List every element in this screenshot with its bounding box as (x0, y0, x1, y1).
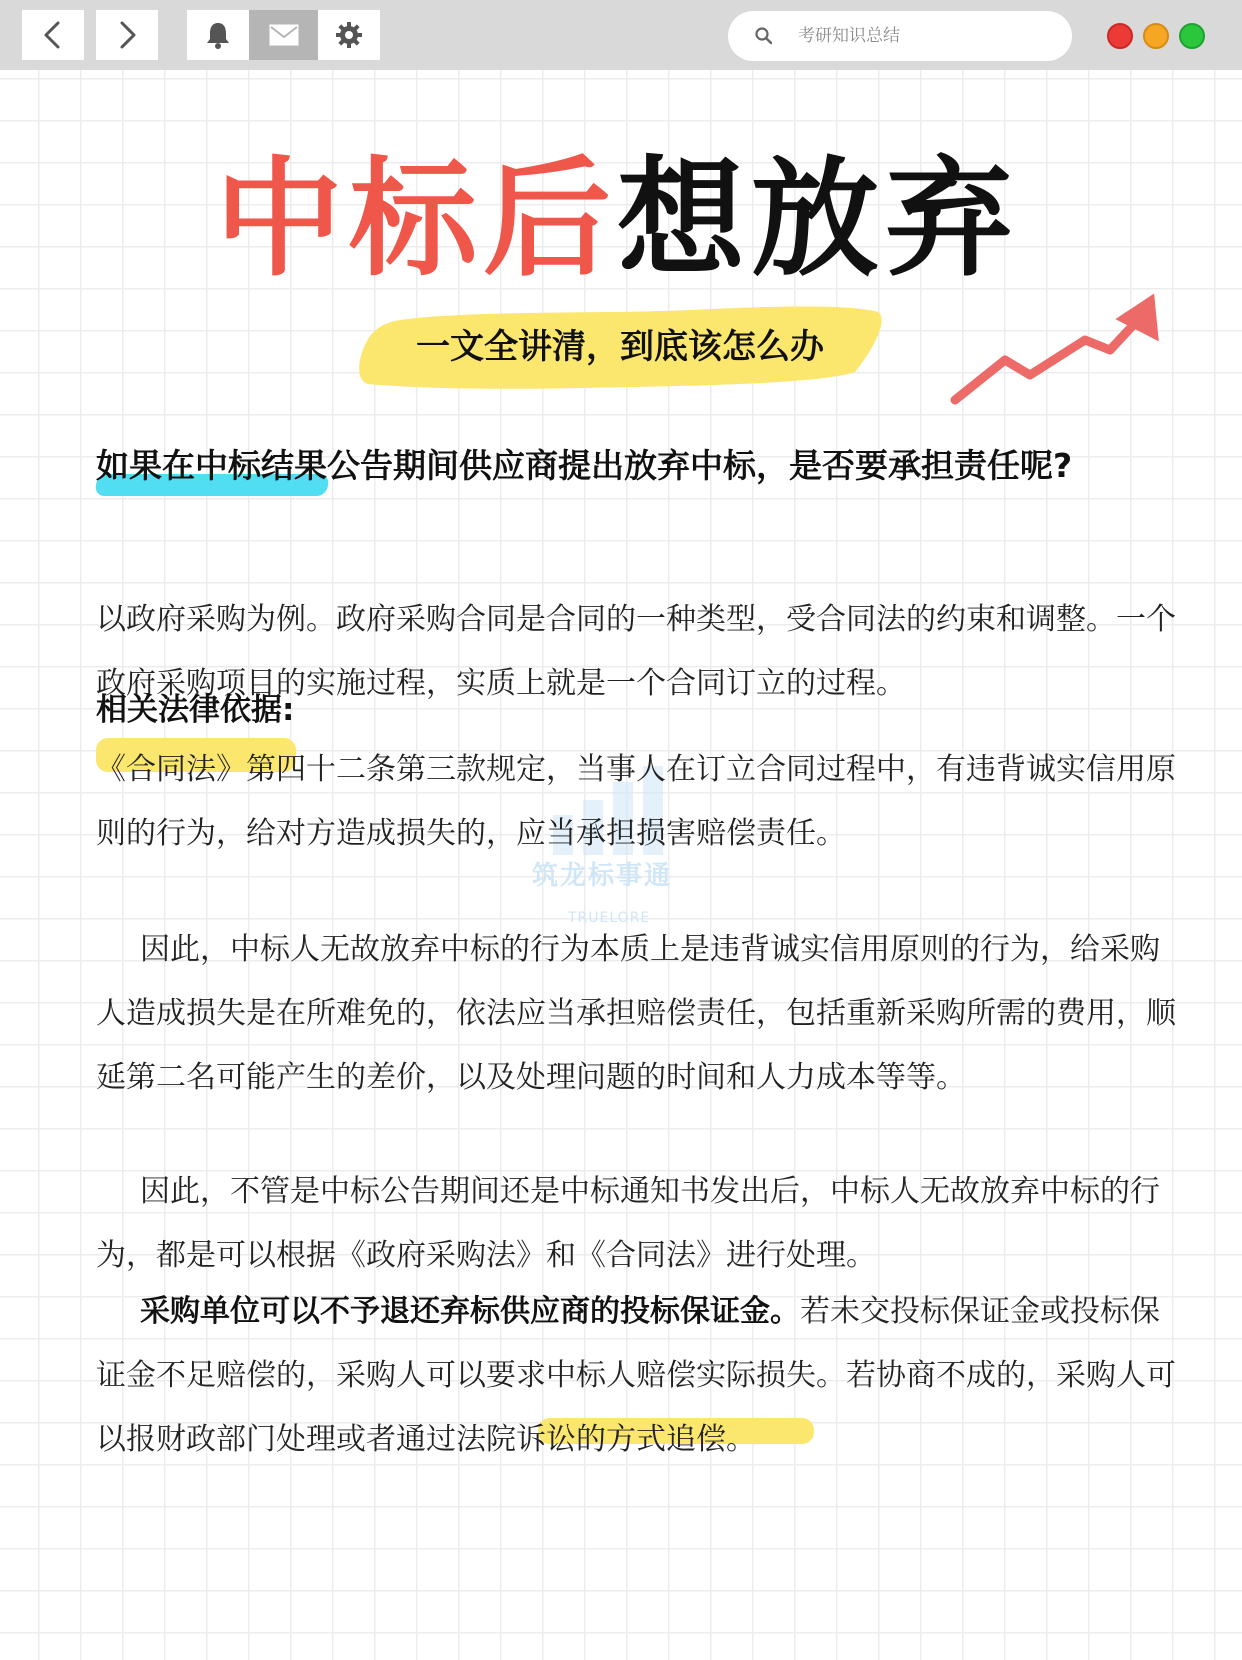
deposit-rest-text: 若未交投标保证金或投标保证金不足赔偿的，采购人可以要求中标人赔偿实际损失。若协商不成的，采购人可以报财政部门处理或者通过法院诉讼的方式追偿。 (96, 1294, 1176, 1457)
legal-basis-text: 《合同法》第四十二条第三款规定，当事人在订立合同过程中，有违背诚实信用原则的行为，给对方造成损失的，应当承担损害赔偿责任。 (96, 752, 1176, 851)
notifications-button[interactable] (187, 10, 249, 60)
window-close-dot[interactable] (1107, 23, 1133, 49)
deposit-bold-text: 采购单位可以不予退还弃标供应商的投标保证金。 (140, 1294, 800, 1329)
title-black-part: 想放弃 (617, 145, 1020, 294)
paragraph-consequences: 因此，中标人无故放弃中标的行为本质上是违背诚实信用原则的行为，给采购人造成损失是在所难免的，依法应当承担赔偿责任，包括重新采购所需的费用，顺延第二名可能产生的差价，以及处理问题的时间和人力成本等等。 (96, 932, 1176, 1095)
chevron-right-icon (115, 20, 139, 50)
settings-button[interactable] (318, 10, 380, 60)
search-bar[interactable] (728, 11, 1072, 61)
window-maximize-dot[interactable] (1179, 23, 1205, 49)
page-subtitle: 一文全讲清，到底该怎么办 (416, 327, 824, 367)
watermark-text-en: TRUELORE (568, 910, 651, 926)
gear-icon (335, 21, 363, 49)
bell-icon (205, 21, 231, 49)
forward-button[interactable] (96, 10, 158, 60)
back-button[interactable] (22, 10, 84, 60)
window-minimize-dot[interactable] (1143, 23, 1169, 49)
question-heading: 如果在中标结果公告期间供应商提出放弃中标，是否要承担责任呢? (96, 446, 1073, 485)
watermark-text-cn: 筑龙标事通 (532, 861, 673, 891)
intro-paragraph: 以政府采购为例。政府采购合同是合同的一种类型，受合同法的约束和调整。一个政府采购项目的实施过程，实质上就是一个合同订立的过程。 (96, 602, 1176, 701)
legal-basis-heading: 相关法律依据: (96, 692, 295, 728)
article-page (0, 70, 1242, 1660)
search-input[interactable]: 考研知识总结 (798, 26, 900, 46)
chevron-left-icon (41, 20, 65, 50)
browser-toolbar (0, 0, 1242, 70)
mail-icon (269, 24, 299, 46)
search-icon (754, 26, 774, 46)
paragraph-handling: 因此，不管是中标公告期间还是中标通知书发出后，中标人无故放弃中标的行为，都是可以根据《政府采购法》和《合同法》进行处理。 (96, 1174, 1160, 1273)
title-red-part: 中标后 (215, 145, 618, 294)
mail-button[interactable] (249, 10, 318, 60)
paragraph-deposit (96, 1280, 1176, 1472)
rising-arrow-icon (945, 225, 1165, 415)
